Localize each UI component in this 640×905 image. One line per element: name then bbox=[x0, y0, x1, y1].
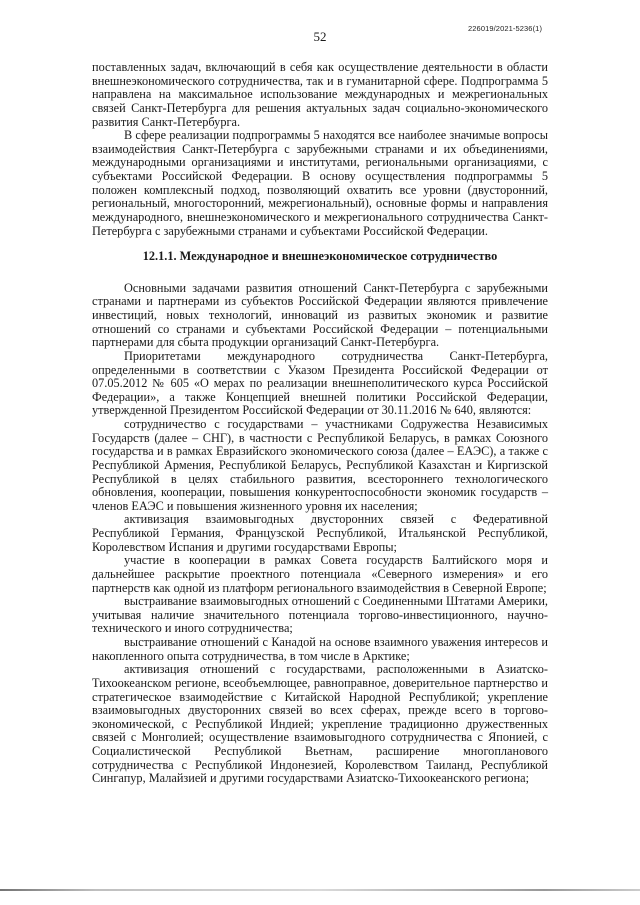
page-body bbox=[92, 61, 548, 786]
priority-item-asia-pacific: активизация отношений с государствами, расположенными в Азиатско-Тихоокеанском регионе, всеобъемлющее, равноправное, доверительное партнерство и стратегическое взаимодействие с Китайской Народной Республикой; укрепление взаимовыгодных двусторонних связей во всех сферах, прежде всего в торгово-экономической, с Республикой Индией; укрепление традиционно дружественных связей с Монголией; осуществление взаимовыгодного сотрудничества с Японией, с Социалистической Республикой Вьетнам, расширение многопланового сотрудничества с Республикой Индонезией, Королевством Таиланд, Республикой Сингапур, Малайзией и другими государствами Азиатско-Тихоокеанского региона; bbox=[92, 662, 548, 786]
section-heading: 12.1.1. Международное и внешнеэкономическое сотрудничество bbox=[142, 249, 498, 264]
scan-edge-line bbox=[0, 889, 640, 891]
paragraph-priorities-intro: Приоритетами международного сотрудничества Санкт-Петербурга, определенными в соответствии с Указом Президента Российской Федерации от 07.05.2012 № 605 «О мерах по реализации внешнеполитического курса Российской Федерации», а также Концепцией внешней политики Российской Федерации, утвержденной Президентом Российской Федерации от 30.11.2016 № 640, являются: bbox=[92, 348, 548, 418]
priority-item-usa: выстраивание взаимовыгодных отношений с Соединенными Штатами Америки, учитывая наличие значительного потенциала торгово-инвестиционного, научно-технического и иного сотрудничества; bbox=[92, 594, 548, 636]
page-number: 52 bbox=[313, 29, 327, 44]
paragraph-subprogram-scope: В сфере реализации подпрограммы 5 находятся все наиболее значимые вопросы взаимодействия Санкт-Петербурга с зарубежными странами и их объединениями, международными организациями и институтами, региональными организациями, с субъектами Российской Федерации. В основу осуществления подпрограммы 5 положен комплексный подход, позволяющий охватить все уровни (двусторонний, региональный, многосторонний, межрегиональный), основные формы и направления международного, внешнеэкономического и межрегионального сотрудничества Санкт-Петербурга с зарубежными странами и субъектами Российской Федерации. bbox=[92, 128, 548, 238]
paragraph-continuation: поставленных задач, включающий в себя как осуществление деятельности в области внешнеэкономического сотрудничества, так и в гуманитарной сфере. Подпрограмма 5 направлена на максимальное использование международных и межрегиональных связей Санкт-Петербурга для решения актуальных задач социально-экономического развития Санкт-Петербурга. bbox=[92, 60, 548, 129]
document-id: 226019/2021-5236(1) bbox=[468, 24, 543, 33]
priority-item-europe: активизация взаимовыгодных двусторонних связей с Федеративной Республикой Германия, Французской Республикой, Итальянской Республикой, Королевством Испания и другими государствами Европы; bbox=[92, 512, 548, 554]
paragraph-main-tasks: Основными задачами развития отношений Санкт-Петербурга с зарубежными странами и партнерами из субъектов Российской Федерации являются привлечение инвестиций, новых технологий, инноваций из развитых экономик и развитие отношений со странами и субъектами Российской Федерации – потенциальными партнерами для сбыта продукции организаций Санкт-Петербурга. bbox=[92, 280, 548, 350]
priority-item-baltic: участие в кооперации в рамках Совета государств Балтийского моря и дальнейшее раскрытие проектного потенциала «Северного измерения» и его партнерств как одной из платформ регионального взаимодействия в Северной Европе; bbox=[92, 553, 548, 595]
priority-item-canada: выстраивание отношений с Канадой на основе взаимного уважения интересов и накопленного опыта сотрудничества, в том числе в Арктике; bbox=[92, 635, 548, 663]
priority-item-cis: сотрудничество с государствами – участниками Содружества Независимых Государств (далее – СНГ), в частности с Республикой Беларусь, в рамках Союзного государства и в рамках Евразийского экономического союза (далее – ЕАЭС), а также с Республикой Армения, Республикой Беларусь, Республикой Казахстан и Киргизской Республикой в целях стабильного развития, всестороннего технологического обновления, кооперации, повышения конкурентоспособности экономик государств – членов ЕАЭС и повышения жизненного уровня их населения; bbox=[92, 417, 548, 513]
